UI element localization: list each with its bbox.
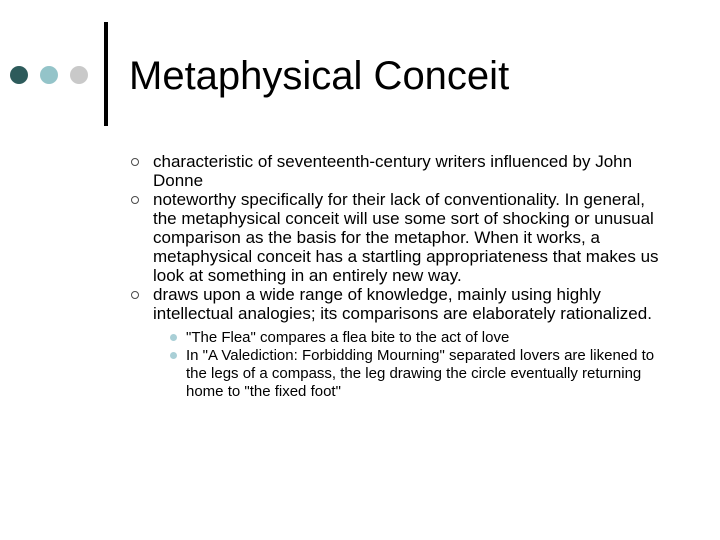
bullet-text: noteworthy specifically for their lack of conventionality. In general, the metaphysical conceit will use some sort of shocking or unusual comparison as the basis for the metaphor. When it works, a metaphysical conceit has a startling appropriateness that makes us look at something in an entirely new way. [153,190,659,285]
teal-circle-icon [40,66,58,84]
slide-title: Metaphysical Conceit [129,54,510,98]
bullet-item [143,152,665,190]
hollow-circle-bullet-icon [131,196,139,204]
sub-bullet-item [186,329,665,347]
gray-circle-icon [70,66,88,84]
hollow-circle-bullet-icon [131,158,139,166]
filled-circle-bullet-icon [170,352,177,359]
hollow-circle-bullet-icon [131,291,139,299]
bullet-text: draws upon a wide range of knowledge, mainly using highly intellectual analogies; its comparisons are elaborately rationalized. [153,285,652,323]
bullet-item [143,190,665,285]
bullet-text: characteristic of seventeenth-century writers influenced by John Donne [153,152,633,190]
decorative-dots [10,66,100,84]
filled-circle-bullet-icon [170,334,177,341]
sub-bullet-list [153,329,665,401]
dark-circle-icon [10,66,28,84]
sub-bullet-item [186,347,665,401]
sub-bullet-text: In "A Valediction: Forbidding Mourning" separated lovers are likened to the legs of a compass, the leg drawing the circle eventually returning home to "the fixed foot" [186,347,655,400]
sub-bullet-text: "The Flea" compares a flea bite to the act of love [186,329,510,346]
slide-body [143,152,665,401]
title-divider [104,22,108,126]
bullet-item [143,285,665,401]
